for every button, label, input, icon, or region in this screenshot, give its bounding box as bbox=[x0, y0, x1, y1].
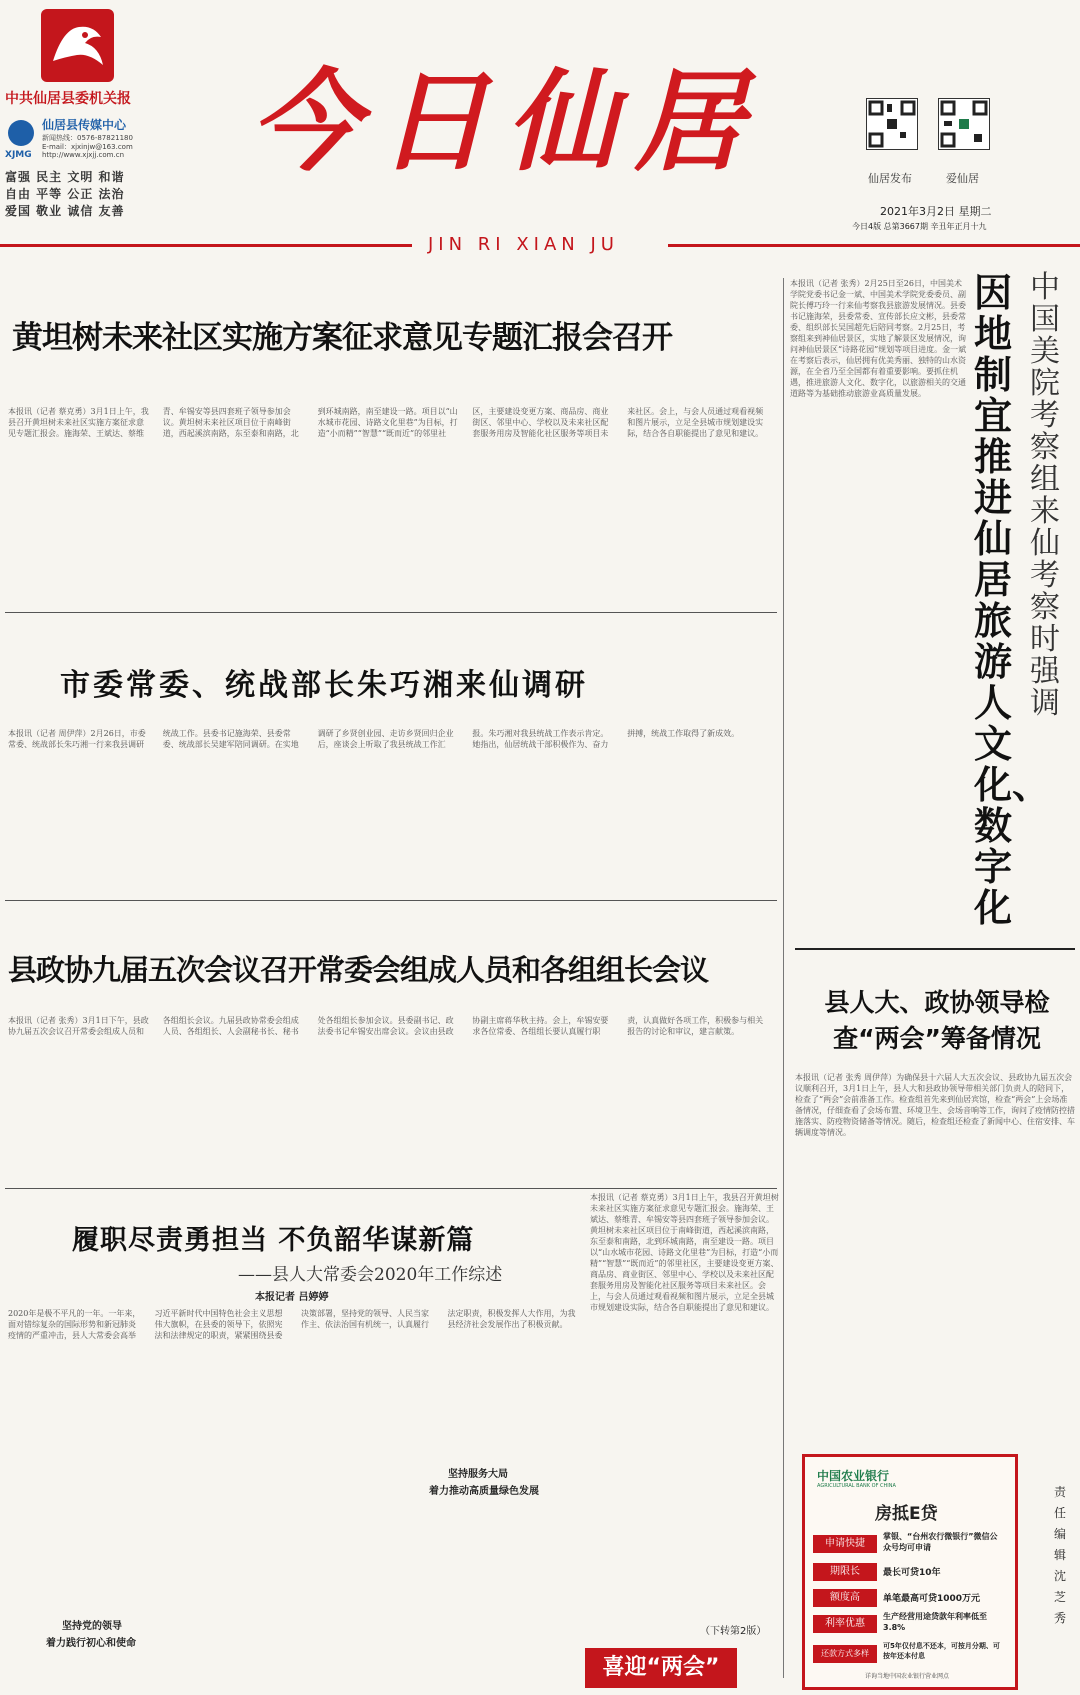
issue-info: 今日4版 总第3667期 辛丑年正月十九 bbox=[852, 222, 987, 231]
bank-advertisement[interactable] bbox=[802, 1454, 1018, 1690]
side-article-1-headline[interactable]: 因地制宜 推进仙居旅游人文化、数字化 bbox=[974, 271, 1051, 930]
article-4-continue[interactable]: （下转第2版） bbox=[700, 1626, 767, 1637]
ad-text: 最长可贷10年 bbox=[883, 1568, 941, 1578]
qr-label-2: 爱仙居 bbox=[946, 172, 979, 185]
ad-tag: 额度高 bbox=[813, 1589, 877, 1607]
divider bbox=[5, 900, 777, 901]
article-4-subhead-1: 坚持党的领导 bbox=[58, 1617, 126, 1632]
ad-footer: 详询当地中国农业银行营业网点 bbox=[865, 1673, 950, 1680]
article-2-body: 本报讯（记者 周伊萍）2月26日，市委常委、统战部长朱巧湘一行来我县调研统战工作。县委书记施海荣、县委常委、统战部长吴建军陪同调研。在实地调研了乡贤创业园、走访乡贤回归企业后，座谈会上听取了我县统战工作汇报。朱巧湘对我县统战工作表示肯定。她指出，仙居统战干部积极作为、奋力拼搏，统战工作取得了新成效。 bbox=[8, 729, 740, 749]
ad-tag: 期限长 bbox=[813, 1563, 877, 1581]
article-3-body: 本报讯（记者 张秀）3月1日下午，县政协九届五次会议召开常委会组成人员和各组组长会议。九届县政协常委会组成人员、各组组长、人会副秘书长、秘书处各组组长参加会议。县委副书记、政法委书记牟锡安出席会议。会议由县政协副主席蒋华秋主持。会上，牟锡安要求各位常委、各组组长要认真履行职责，认真做好各项工作，积极参与相关报告的讨论和审议，建言献策。 bbox=[8, 1016, 764, 1036]
media-center-abbrev: XJMG bbox=[5, 150, 32, 160]
two-sessions-banner: 喜迎“两会” bbox=[585, 1648, 737, 1688]
article-2-headline[interactable]: 市委常委、统战部长朱巧湘来仙调研 bbox=[60, 668, 588, 703]
ad-tag: 还款方式多样 bbox=[813, 1645, 877, 1663]
article-4-byline: 本报记者 吕婷婷 bbox=[255, 1292, 329, 1303]
article-4-subhead-1b: 着力践行初心和使命 bbox=[42, 1634, 140, 1649]
media-website[interactable]: http://www.xjxjj.com.cn bbox=[42, 151, 125, 159]
qr-label-1: 仙居发布 bbox=[868, 172, 912, 185]
divider bbox=[5, 612, 777, 613]
divider bbox=[795, 948, 1075, 950]
side-article-1-kicker: 中国美院考察组来仙考察时强调 bbox=[1030, 270, 1060, 721]
article-3-headline[interactable]: 县政协九届五次会议召开常委会组成人员和各组组长会议 bbox=[8, 953, 709, 987]
ad-tag: 利率优惠 bbox=[813, 1615, 877, 1633]
core-values-line-2: 自由 平等 公正 法治 bbox=[5, 187, 125, 201]
newspaper-pinyin: JIN RI XIAN JU bbox=[428, 234, 619, 255]
article-4-body-cont: 本报讯（记者 蔡克勇）3月1日上午，我县召开黄坦树未来社区实施方案征求意见专题汇报会。施海荣、王斌达、蔡维青、牟锡安等县四套班子领导参加会议。黄坦树未来社区项目位于南峰街道，西起溪滨南路，东至泰和南路，北到环城南路，南至建设一路。项目以“山水城市花园、诗路文化里巷”为目标，打造“小而精”“智慧”“既而近”的邻里社区，主要建设变更方案、商品房、商业街区、邻里中心、学校以及未来社区配套服务用房及智能化社区服务等项目未来社区。会上，与会人员通过观看视频和图片展示，立足全县城市规划建设实际，结合各自职能提出了意见和建议。 bbox=[590, 1193, 779, 1312]
organization-label: 中共仙居县委机关报 bbox=[5, 91, 131, 107]
ad-tag: 申请快捷 bbox=[813, 1535, 877, 1553]
ad-text: 可5年仅付息不还本，可按月分期、可按年还本付息 bbox=[883, 1642, 1000, 1660]
issue-date: 2021年3月2日 星期二 bbox=[880, 205, 992, 218]
core-values-line-1: 富强 民主 文明 和谐 bbox=[5, 170, 125, 184]
column-divider bbox=[783, 278, 784, 1678]
article-1-headline[interactable]: 黄坦树未来社区实施方案征求意见专题汇报会召开 bbox=[12, 320, 672, 356]
article-1-body: 本报讯（记者 蔡克勇）3月1日上午，我县召开黄坦树未来社区实施方案征求意见专题汇报会。施海荣、王斌达、蔡维青、牟锡安等县四套班子领导参加会议。黄坦树未来社区项目位于南峰街道，西起溪滨南路，东至泰和南路，北到环城南路，南至建设一路。项目以“山水城市花园、诗路文化里巷”为目标，打造“小而精”“智慧”“既而近”的邻里社区，主要建设变更方案、商品房、商业街区、邻里中心、学校以及未来社区配套服务用房及智能化社区服务等项目未来社区。会上，与会人员通过观看视频和图片展示，立足全县城市规划建设实际，结合各自职能提出了意见和建议。 bbox=[8, 407, 764, 438]
core-values-line-3: 爱国 敬业 诚信 友善 bbox=[5, 204, 125, 218]
article-4-subtitle: ——县人大常委会2020年工作综述 bbox=[238, 1265, 503, 1285]
divider bbox=[5, 1188, 777, 1189]
media-center-name: 仙居县传媒中心 bbox=[42, 118, 127, 132]
qr-code-icon bbox=[866, 98, 918, 150]
side-article-2-headline[interactable]: 县人大、政协领导检查“两会”筹备情况 bbox=[824, 988, 1050, 1053]
media-email: E-mail：xjxinjw@163.com bbox=[42, 143, 133, 151]
qr-code-icon bbox=[938, 98, 990, 150]
side-article-1-body: 本报讯（记者 张秀）2月25日至26日，中国美术学院党委书记金一斌、中国美术学院党委委员、副院长傅巧玲一行来仙考察我县旅游发展情况。县委书记施海荣，县委常委、宣传部长应文彬，县委常委、组织部长吴国超先后陪同考察。2月25日，考察组来到神仙居景区，实地了解景区发展情况，询问神仙居景区“诗路花园”规划等项目进度。金一斌在考察后表示，仙居拥有优美秀丽、独特的山水资源，在全省乃至全国都有着重要影响。要抓住机遇，推进旅游人文化、数字化，以旅游相关的交通道路等为基础推动旅游业高质量发展。 bbox=[790, 279, 967, 398]
newspaper-logo bbox=[41, 9, 114, 82]
ad-bank-name: 中国农业银行 bbox=[817, 1469, 890, 1483]
ad-product-name: 房抵E贷 bbox=[875, 1504, 938, 1524]
media-center-logo-icon bbox=[8, 120, 34, 146]
ad-bank-name-en: AGRICULTURAL BANK OF CHINA bbox=[817, 1483, 896, 1489]
article-4-subhead-2b: 着力推动高质量绿色发展 bbox=[425, 1482, 543, 1497]
side-article-2-body: 本报讯（记者 张秀 周伊萍）为确保县十六届人大五次会议、县政协九届五次会议顺利召开，3月1日上午，县人大和县政协领导带相关部门负责人的陪同下，检查了“两会”会前准备工作。检查组首先来到仙居宾馆，检查“两会”上会场准备情况，仔细查看了会场布置、环境卫生、会场音响等工作，询问了疫情防控措施落实、防疫物资储备等情况。随后，检查组还检查了新闻中心、住宿安排、车辆调度等情况。 bbox=[795, 1073, 1075, 1137]
ad-text: 掌银、“台州农行微银行”微信公众号均可申请 bbox=[883, 1532, 998, 1552]
article-4-headline[interactable]: 履职尽责勇担当 不负韶华谋新篇 bbox=[72, 1225, 475, 1256]
article-4-subhead-2: 坚持服务大局 bbox=[444, 1465, 512, 1480]
article-4-body: 2020年是极不平凡的一年。一年来，面对错综复杂的国际形势和新冠肺炎疫情的严重冲击，县人大常委会高举习近平新时代中国特色社会主义思想伟大旗帜，在县委的领导下，依照宪法和法律规定的职责，紧紧围绕县委决策部署，坚持党的领导、人民当家作主、依法治国有机统一，认真履行法定职责，积极发挥人大作用，为我县经济社会发展作出了积极贡献。 bbox=[8, 1309, 576, 1340]
media-phone: 新闻热线：0576-87821180 bbox=[42, 134, 133, 142]
bird-logo-icon bbox=[41, 9, 114, 82]
ad-text: 单笔最高可贷1000万元 bbox=[883, 1594, 981, 1604]
ad-text: 生产经营用途贷款年利率低至3.8% bbox=[883, 1612, 987, 1632]
responsible-editor: 责任编辑 沈芝秀 bbox=[1054, 1485, 1067, 1625]
newspaper-title: 今日仙居 bbox=[250, 57, 762, 186]
